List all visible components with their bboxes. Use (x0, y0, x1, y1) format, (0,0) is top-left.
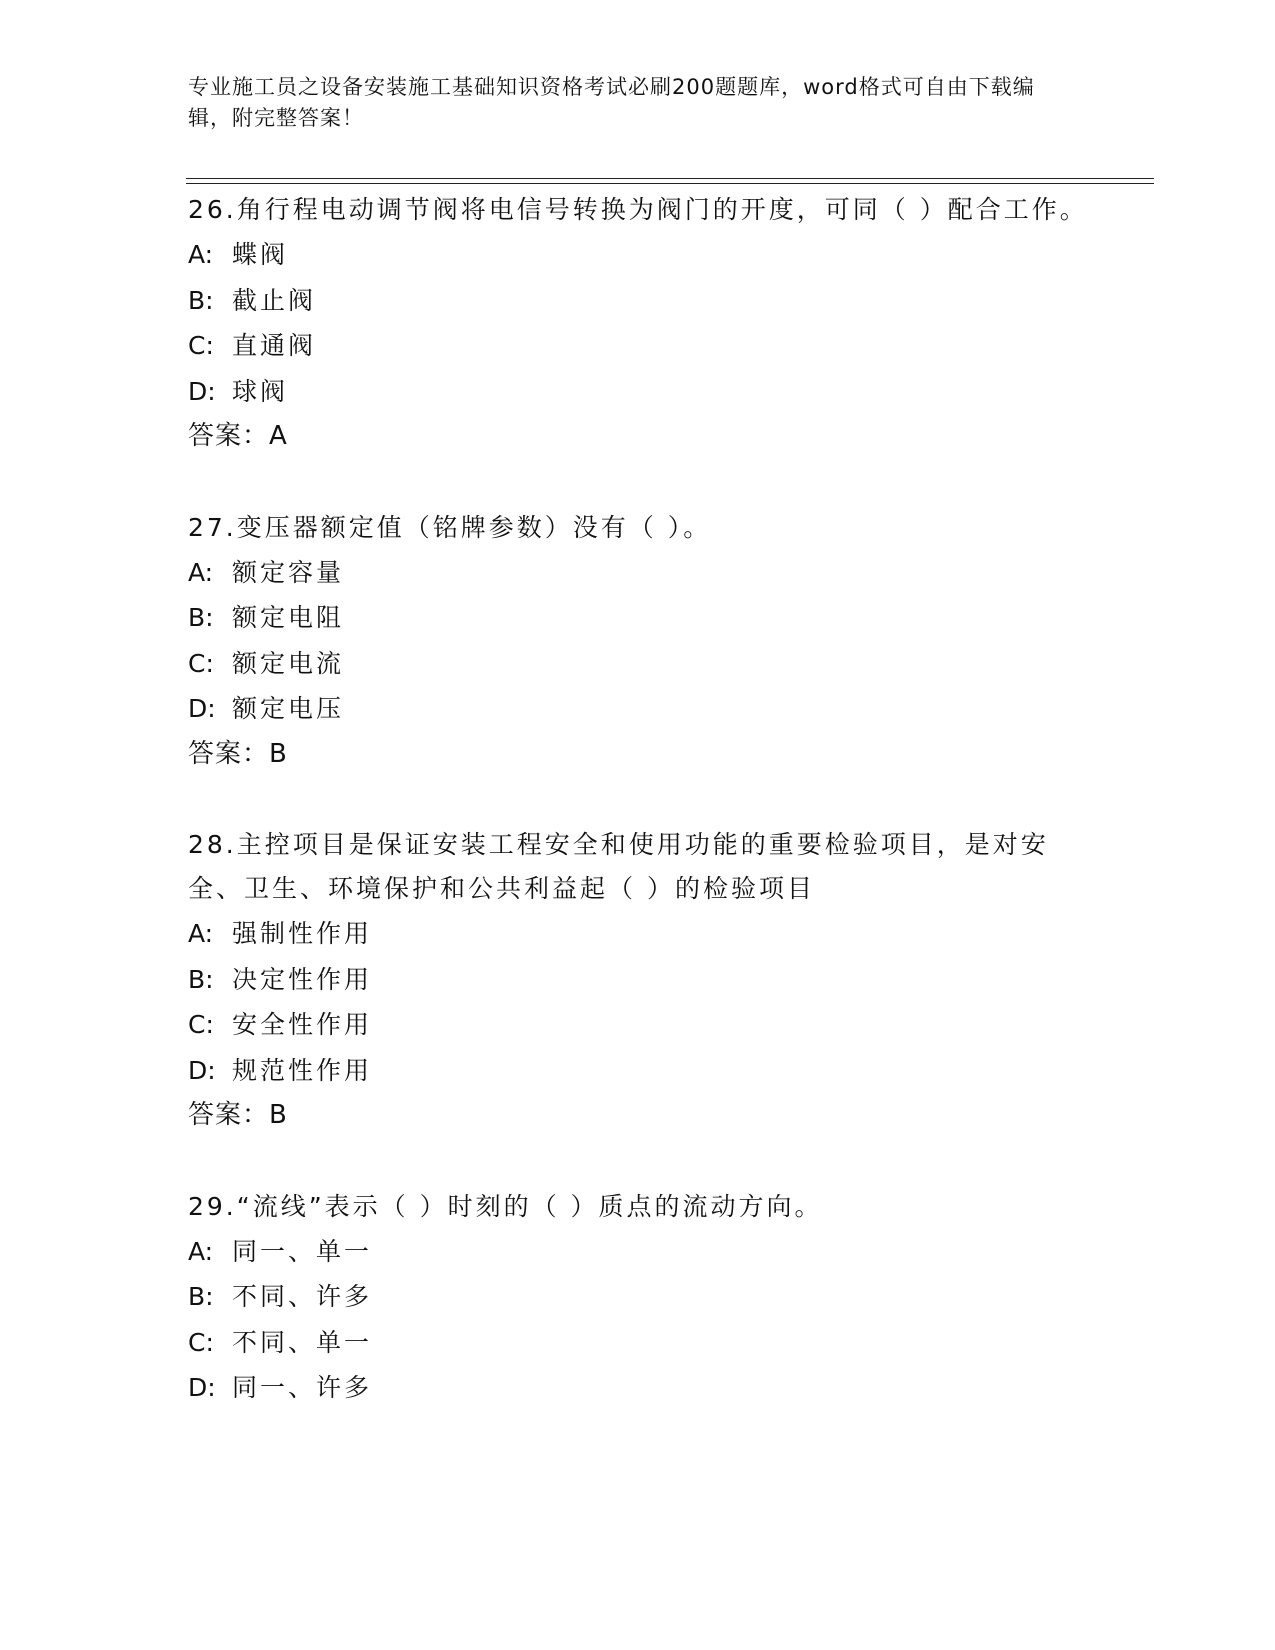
option-key: D: (188, 376, 216, 406)
question-list (188, 188, 1088, 1411)
option-key: B: (188, 964, 214, 994)
option-d (188, 686, 1088, 732)
answer-line: 答案：B (188, 1100, 288, 1130)
option-key: C: (188, 648, 214, 678)
header-divider-bottom (186, 183, 1154, 184)
option-text: 同一、许多 (232, 1373, 373, 1402)
option-a (188, 232, 1088, 278)
option-text: 蝶阀 (232, 240, 289, 269)
option-c (188, 1002, 1088, 1048)
option-text: 强制性作用 (232, 919, 373, 948)
option-key: C: (188, 1327, 214, 1357)
header-title: 专业施工员之设备安装施工基础知识资格考试必刷200题题库，word格式可自由下载编辑，附完整答案！ (188, 75, 1035, 130)
answer-line: 答案：B (188, 738, 288, 769)
option-key: B: (188, 1282, 214, 1311)
question-stem: 27.变压器额定值（铭牌参数）没有（ ）。 (188, 512, 712, 542)
question-stem: 29.“流线”表示（ ）时刻的（ ）质点的流动方向。 (188, 1191, 823, 1221)
option-b (188, 1274, 1088, 1320)
option-text: 额定电压 (232, 694, 345, 723)
option-key: C: (188, 1010, 214, 1039)
question-stem: 28.主控项目是保证安装工程安全和使用功能的重要检验项目，是对安全、卫生、环境保护和公共利益起（ ）的检验项目 (188, 830, 1049, 903)
header-divider-top (186, 178, 1154, 179)
question-28 (188, 823, 1088, 1139)
option-text: 额定电阻 (232, 603, 345, 632)
option-text: 不同、单一 (232, 1327, 373, 1357)
option-d (188, 1048, 1088, 1094)
option-c (188, 641, 1088, 687)
option-b (188, 957, 1088, 1003)
option-key: D: (188, 694, 216, 723)
option-text: 同一、单一 (232, 1236, 373, 1266)
option-a (188, 911, 1088, 957)
question-stem: 26.角行程电动调节阀将电信号转换为阀门的开度，可同（ ）配合工作。 (188, 195, 1088, 224)
option-key: A: (188, 240, 214, 269)
question-29 (188, 1185, 1088, 1411)
option-text: 额定电流 (232, 648, 345, 678)
option-a (188, 550, 1088, 596)
spacer (188, 1139, 1088, 1185)
option-key: C: (188, 331, 214, 360)
option-text: 截止阀 (232, 285, 317, 315)
option-d (188, 369, 1088, 415)
option-a (188, 1229, 1088, 1275)
option-b (188, 595, 1088, 641)
spacer (188, 777, 1088, 823)
option-text: 规范性作用 (232, 1055, 373, 1085)
spacer (188, 460, 1088, 506)
option-key: A: (188, 1236, 214, 1266)
option-text: 额定容量 (232, 557, 345, 587)
option-text: 球阀 (232, 376, 289, 406)
option-c (188, 1320, 1088, 1366)
document-header (188, 72, 1068, 134)
question-27 (188, 506, 1088, 778)
option-key: B: (188, 603, 214, 632)
option-key: B: (188, 285, 214, 315)
option-text: 决定性作用 (232, 964, 373, 994)
option-d (188, 1365, 1088, 1411)
option-c (188, 323, 1088, 369)
option-b (188, 278, 1088, 324)
option-text: 安全性作用 (232, 1010, 373, 1039)
option-key: A: (188, 557, 214, 587)
option-text: 不同、许多 (232, 1282, 373, 1311)
option-key: D: (188, 1373, 216, 1402)
option-key: D: (188, 1055, 216, 1085)
answer-line: 答案：A (188, 421, 288, 451)
option-key: A: (188, 919, 214, 948)
question-26 (188, 188, 1088, 460)
option-text: 直通阀 (232, 331, 317, 360)
